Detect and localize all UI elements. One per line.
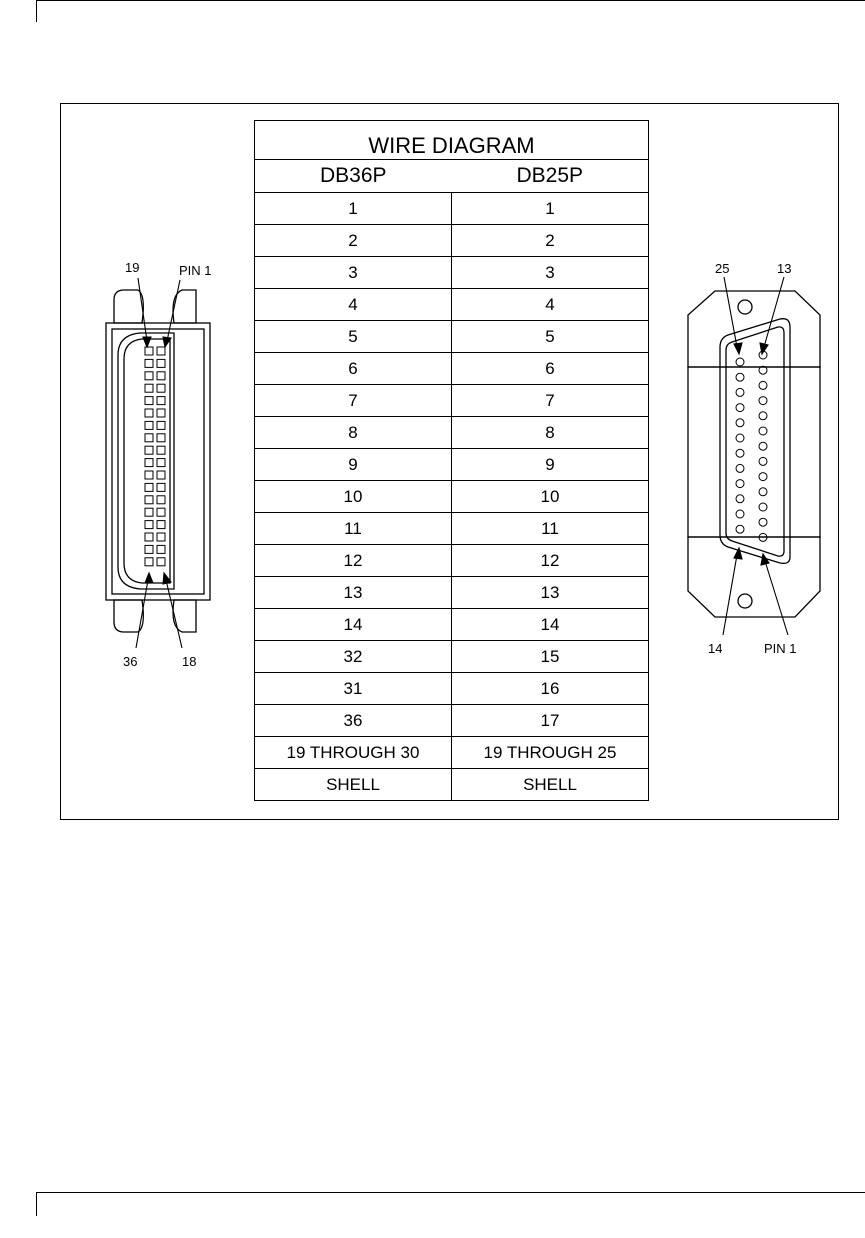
db25p-pin	[736, 373, 744, 381]
db25p-pin-cell: SHELL	[452, 769, 649, 801]
db25p-pin-cell: 1	[452, 193, 649, 225]
column-header-db36p: DB36P	[255, 160, 452, 193]
db25p-pin-cell: 11	[452, 513, 649, 545]
db25p-pin	[759, 457, 767, 465]
table-row	[255, 225, 649, 257]
db36p-pin	[145, 409, 153, 417]
db36p-pin-cell: 4	[255, 289, 452, 321]
db36p-pin	[145, 384, 153, 392]
left-label-18: 18	[182, 654, 197, 669]
db25p-pin	[736, 480, 744, 488]
db36p-pin	[145, 359, 153, 367]
db36p-pin	[145, 496, 153, 504]
db25p-pin-grid	[736, 351, 767, 541]
bottom-rule-tick	[36, 1192, 37, 1216]
db25p-pin	[736, 449, 744, 457]
db36p-pin	[157, 384, 165, 392]
db36p-pin	[157, 521, 165, 529]
db36p-pin	[157, 446, 165, 454]
db36p-pin-cell: 32	[255, 641, 452, 673]
left-label-36: 36	[123, 654, 138, 669]
right-shell-top	[688, 291, 820, 367]
db36p-pin-cell: 31	[255, 673, 452, 705]
db36p-pin-grid	[145, 347, 165, 566]
db25p-pin-cell: 3	[452, 257, 649, 289]
db36p-pin	[145, 558, 153, 566]
table-row	[255, 193, 649, 225]
left-bottom-ear-right	[173, 600, 196, 632]
db36p-pin	[145, 508, 153, 516]
db25p-pin	[759, 442, 767, 450]
db36p-pin	[157, 545, 165, 553]
table-row	[255, 481, 649, 513]
db25p-pin-cell: 13	[452, 577, 649, 609]
db36p-pin-cell: 13	[255, 577, 452, 609]
db25p-pin-cell: 17	[452, 705, 649, 737]
db36p-pin-cell: 10	[255, 481, 452, 513]
db25p-pin	[759, 503, 767, 511]
table-row	[255, 353, 649, 385]
db36p-pin-cell: 36	[255, 705, 452, 737]
db36p-pin	[145, 434, 153, 442]
left-label-19: 19	[125, 260, 140, 275]
table-row	[255, 737, 649, 769]
db36p-pin-cell: 2	[255, 225, 452, 257]
left-top-ear	[114, 290, 143, 323]
db36p-pin	[157, 533, 165, 541]
db25p-pin-cell: 6	[452, 353, 649, 385]
db36p-pin	[157, 459, 165, 467]
left-shell-outer	[106, 323, 210, 600]
db25p-pin	[736, 419, 744, 427]
db36p-pin	[145, 459, 153, 467]
db36p-pin-cell: 11	[255, 513, 452, 545]
db36p-pin	[157, 558, 165, 566]
db25p-pin-cell: 19 THROUGH 25	[452, 737, 649, 769]
right-shell-middle	[688, 367, 820, 537]
db36p-pin-cell: 19 THROUGH 30	[255, 737, 452, 769]
db25p-pin-cell: 16	[452, 673, 649, 705]
db36p-pin	[145, 545, 153, 553]
left-bottom-ear	[114, 600, 143, 632]
db25p-pin-cell: 14	[452, 609, 649, 641]
wire-rows	[255, 193, 649, 801]
db36p-pin	[157, 397, 165, 405]
db36p-pin	[145, 347, 153, 355]
wire-diagram-table	[254, 120, 649, 801]
db36p-pin	[145, 483, 153, 491]
right-insert-inner	[726, 327, 784, 556]
table-row	[255, 513, 649, 545]
column-header-db25p: DB25P	[452, 160, 649, 193]
db25p-pin-cell: 9	[452, 449, 649, 481]
left-insert-inner	[124, 339, 170, 583]
db36p-pin-cell: 1	[255, 193, 452, 225]
db25p-pin	[736, 510, 744, 518]
table-row	[255, 769, 649, 801]
db25p-pin	[759, 518, 767, 526]
table-row	[255, 321, 649, 353]
db36p-pin-cell: 12	[255, 545, 452, 577]
db36p-pin	[157, 434, 165, 442]
db25p-pin-cell: 8	[452, 417, 649, 449]
table-row	[255, 609, 649, 641]
db25p-pin	[736, 434, 744, 442]
db36p-pin	[145, 372, 153, 380]
db36p-pin	[145, 533, 153, 541]
db25p-pin	[759, 427, 767, 435]
db25p-pin-cell: 12	[452, 545, 649, 577]
db36p-pin	[157, 471, 165, 479]
db36p-pin-cell: 7	[255, 385, 452, 417]
db25p-pin-cell: 15	[452, 641, 649, 673]
db36p-pin	[157, 483, 165, 491]
table-title: WIRE DIAGRAM	[255, 121, 649, 160]
top-rule-tick	[36, 0, 37, 22]
db36p-pin	[145, 397, 153, 405]
db36p-pin	[157, 496, 165, 504]
db36p-pin-cell: 3	[255, 257, 452, 289]
db25p-pin	[736, 525, 744, 533]
db36p-pin	[157, 409, 165, 417]
db36p-pin-cell: 9	[255, 449, 452, 481]
right-screw-bottom	[738, 594, 752, 608]
table-row	[255, 545, 649, 577]
table-row	[255, 385, 649, 417]
db36p-pin	[157, 508, 165, 516]
table-row	[255, 289, 649, 321]
right-insert	[720, 319, 790, 564]
db36p-pin	[145, 421, 153, 429]
db36p-pin	[145, 521, 153, 529]
table-row	[255, 417, 649, 449]
db36p-pin-cell: 8	[255, 417, 452, 449]
db25p-pin	[736, 404, 744, 412]
right-label-13: 13	[777, 261, 792, 276]
db25p-pin	[759, 488, 767, 496]
table-row	[255, 641, 649, 673]
table-row	[255, 577, 649, 609]
db36p-pin	[145, 446, 153, 454]
db25p-connector-drawing	[680, 255, 830, 665]
db25p-pin-cell: 5	[452, 321, 649, 353]
db36p-pin	[157, 372, 165, 380]
db36p-pin	[157, 347, 165, 355]
db25p-pin	[759, 381, 767, 389]
db36p-connector-drawing	[100, 255, 220, 675]
db25p-pin	[759, 473, 767, 481]
db36p-pin	[145, 471, 153, 479]
table-row	[255, 449, 649, 481]
db25p-pin	[736, 388, 744, 396]
table-row	[255, 673, 649, 705]
db25p-pin	[759, 412, 767, 420]
db36p-pin-cell: SHELL	[326, 774, 380, 794]
table-row	[255, 705, 649, 737]
left-label-pin1: PIN 1	[179, 263, 212, 278]
right-shell-bottom	[688, 537, 820, 617]
right-label-25: 25	[715, 261, 730, 276]
top-rule	[36, 0, 865, 1]
right-label-14: 14	[708, 641, 723, 656]
db36p-pin-cell: 6	[255, 353, 452, 385]
left-shell-inner	[112, 329, 204, 594]
db36p-pin-cell: 14	[255, 609, 452, 641]
db25p-pin	[736, 358, 744, 366]
db25p-pin	[736, 495, 744, 503]
right-screw-top	[738, 300, 752, 314]
db25p-pin-cell: 2	[452, 225, 649, 257]
db25p-pin-cell: 4	[452, 289, 649, 321]
db36p-pin-cell: 5	[255, 321, 452, 353]
db25p-pin	[736, 464, 744, 472]
db25p-pin-cell: 7	[452, 385, 649, 417]
db25p-pin-cell: 10	[452, 481, 649, 513]
bottom-rule	[36, 1192, 865, 1193]
db25p-pin	[759, 397, 767, 405]
table-row	[255, 257, 649, 289]
db36p-pin	[157, 421, 165, 429]
db36p-pin	[157, 359, 165, 367]
right-label-pin1: PIN 1	[764, 641, 797, 656]
